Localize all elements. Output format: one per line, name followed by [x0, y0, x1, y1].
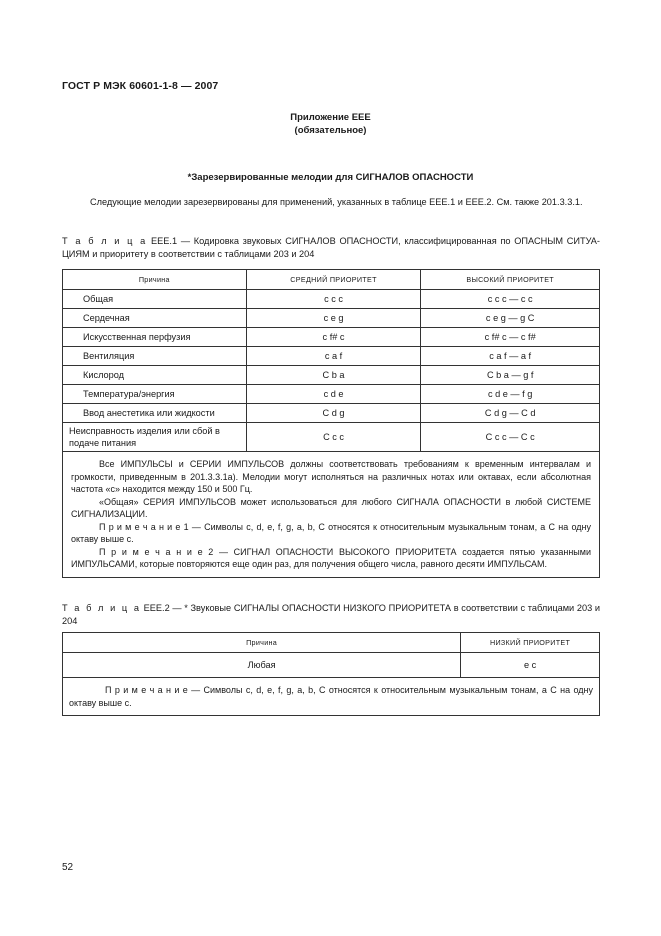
table2-notes-row: [63, 678, 600, 716]
high-priority-cell: c f# c — c f#: [421, 328, 600, 347]
cause-cell: Неисправность изделия или сбой в подаче питания: [63, 423, 247, 452]
medium-priority-cell: c f# c: [246, 328, 421, 347]
high-priority-cell: C d g — C d: [421, 404, 600, 423]
table-row: [63, 366, 600, 385]
medium-priority-cell: c e g: [246, 309, 421, 328]
note-2: П р и м е ч а н и е 2 — СИГНАЛ ОПАСНОСТИ ВЫСОКОГО ПРИОРИТЕТА создается пятью указанными ИМПУЛЬСАМИ, которые повторяются еще один раз, для получения общего числа, равного десяти ИМПУЛЬСАМ.: [71, 546, 591, 569]
table2-header-row: [63, 633, 600, 653]
cause-cell: Кислород: [63, 366, 247, 385]
table1-header-medium: СРЕДНИЙ ПРИОРИТЕТ: [246, 270, 421, 290]
table2-caption-label: Т а б л и ц а: [62, 603, 141, 613]
high-priority-cell: c a f — a f: [421, 347, 600, 366]
table-row: [63, 328, 600, 347]
intro-paragraph: Следующие мелодии зарезервированы для применений, указанных в таблице ЕЕЕ.1 и ЕЕЕ.2. См. также 201.3.3.1.: [90, 197, 583, 207]
table1-header-cause: Причина: [63, 270, 247, 290]
table-row: [63, 423, 600, 452]
table1-caption-text: ЕЕЕ.1 — Кодировка звуковых СИГНАЛОВ ОПАСНОСТИ, классифицированная по ОПАСНЫМ СИТУА-ЦИЯМ и приоритету в соответствии с таблицами 203 и 204: [62, 236, 600, 259]
medium-priority-cell: C b a: [246, 366, 421, 385]
high-priority-cell: c c c — c c: [421, 290, 600, 309]
cause-cell: Любая: [63, 653, 461, 678]
low-priority-cell: e c: [461, 653, 600, 678]
table2-caption: [62, 602, 600, 628]
document-code: ГОСТ Р МЭК 60601-1-8 — 2007: [62, 80, 219, 92]
cause-cell: Вентиляция: [63, 347, 247, 366]
table-row: [63, 290, 600, 309]
table2-header-low: НИЗКИЙ ПРИОРИТЕТ: [461, 633, 600, 653]
cause-cell: Сердечная: [63, 309, 247, 328]
table-row: [63, 309, 600, 328]
medium-priority-cell: c a f: [246, 347, 421, 366]
table-row: [63, 347, 600, 366]
table1-notes-row: [63, 452, 600, 578]
section-title: *Зарезервированные мелодии для СИГНАЛОВ ОПАСНОСТИ: [187, 172, 474, 183]
high-priority-cell: C c c — C c: [421, 423, 600, 452]
table1-caption: [62, 235, 600, 261]
table-row: [63, 385, 600, 404]
table2-caption-text: ЕЕЕ.2 — * Звуковые СИГНАЛЫ ОПАСНОСТИ НИЗКОГО ПРИОРИТЕТА в соответствии с таблицами 203 и 204: [62, 603, 600, 626]
annex-heading: [0, 111, 661, 137]
table2-note: П р и м е ч а н и е — Символы c, d, e, f, g, a, b, C относятся к относительным музыкальным тонам, а C на одну октаву выше с.: [69, 685, 593, 708]
medium-priority-cell: C d g: [246, 404, 421, 423]
medium-priority-cell: C c c: [246, 423, 421, 452]
melody-table-2: [62, 632, 600, 716]
table1-header-row: [63, 270, 600, 290]
table-row: [63, 404, 600, 423]
page-number: 52: [62, 862, 74, 873]
high-priority-cell: c e g — g C: [421, 309, 600, 328]
table1-notes: [63, 452, 600, 578]
medium-priority-cell: c d e: [246, 385, 421, 404]
cause-cell: Ввод анестетика или жидкости: [63, 404, 247, 423]
table2-notes: [63, 678, 600, 716]
cause-cell: Общая: [63, 290, 247, 309]
notes-paragraph-general: «Общая» СЕРИЯ ИМПУЛЬСОВ может использоваться для любого СИГНАЛА ОПАСНОСТИ в любой СИСТЕМЕ СИГНАЛИЗАЦИИ.: [71, 496, 591, 519]
melody-table-1: [62, 269, 600, 578]
cause-cell: Искусственная перфузия: [63, 328, 247, 347]
table1-caption-label: Т а б л и ц а: [62, 236, 148, 246]
table-row: [63, 653, 600, 678]
high-priority-cell: C b a — g f: [421, 366, 600, 385]
cause-cell: Температура/энергия: [63, 385, 247, 404]
table2-header-cause: Причина: [63, 633, 461, 653]
table1-header-high: ВЫСОКИЙ ПРИОРИТЕТ: [421, 270, 600, 290]
medium-priority-cell: c c c: [246, 290, 421, 309]
annex-title: Приложение ЕЕЕ: [290, 112, 371, 123]
high-priority-cell: c d e — f g: [421, 385, 600, 404]
note-1: П р и м е ч а н и е 1 — Символы c, d, e, f, g, a, b, C относятся к относительным музыкальным тонам, а C на одну октаву выше с.: [71, 521, 591, 544]
annex-status: (обязательное): [294, 125, 367, 136]
notes-paragraph-pulses: Все ИМПУЛЬСЫ и СЕРИИ ИМПУЛЬСОВ должны соответствовать требованиям к временным интервалам и громкости, приведенным в 201.3.3.1а). Мелодии могут исполняться на различных нотах или октавах, если абсолютная частота «с» находится между 150 и 500 Гц.: [71, 459, 591, 494]
